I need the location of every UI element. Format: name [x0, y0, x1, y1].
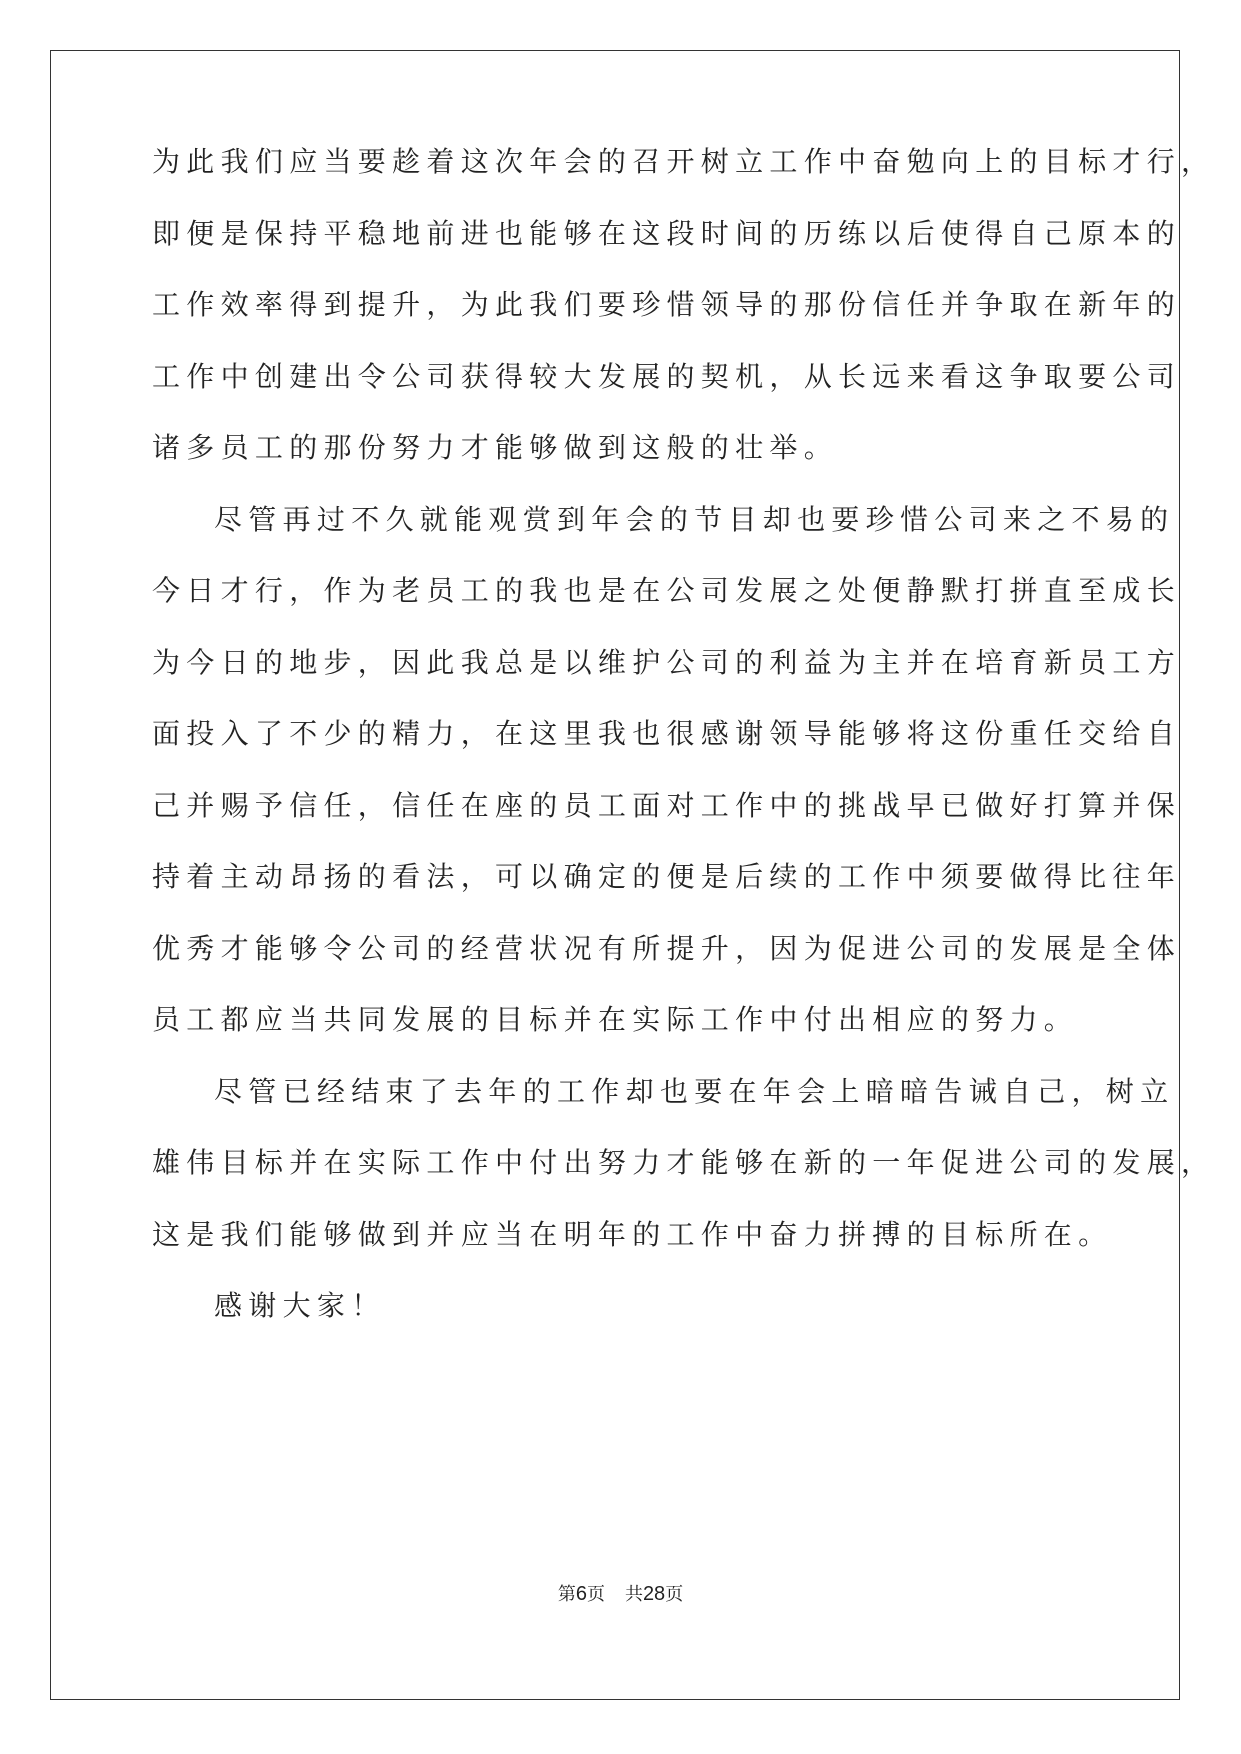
paragraph-line: 尽管再过不久就能观赏到年会的节目却也要珍惜公司来之不易的 [214, 502, 1175, 536]
document-body [152, 145, 1216, 1376]
paragraph-line: 雄伟目标并在实际工作中付出努力才能够在新的一年促进公司的发展， [152, 1146, 1216, 1179]
paragraph-line: 持着主动昂扬的看法，可以确定的便是后续的工作中须要做得比往年 [152, 860, 1182, 893]
page-footer [0, 1580, 1241, 1606]
paragraph-line: 为此我们应当要趁着这次年会的召开树立工作中奋勉向上的目标才行， [152, 145, 1216, 178]
paragraph-line: 为今日的地步，因此我总是以维护公司的利益为主并在培育新员工方 [152, 645, 1182, 679]
paragraph-line: 这是我们能够做到并应当在明年的工作中奋力拼搏的目标所在。 [152, 1217, 1113, 1251]
paragraph-line: 员工都应当共同发展的目标并在实际工作中付出相应的努力。 [152, 1003, 1079, 1036]
paragraph-line: 工作中创建出令公司获得较大发展的契机，从长远来看这争取要公司 [152, 359, 1182, 393]
page-suffix: 页 [586, 1584, 605, 1605]
paragraph-line: 面投入了不少的精力，在这里我也很感谢领导能够将这份重任交给自 [152, 717, 1182, 750]
page-prefix: 第 [557, 1584, 576, 1605]
paragraph-line: 今日才行，作为老员工的我也是在公司发展之处便静默打拼直至成长 [152, 574, 1182, 607]
paragraph-line: 优秀才能够令公司的经营状况有所提升，因为促进公司的发展是全体 [152, 931, 1182, 965]
paragraph-line: 诸多员工的那份努力才能够做到这般的壮举。 [152, 431, 839, 464]
total-pages: 28 [642, 1583, 666, 1605]
paragraph-line: 尽管已经结束了去年的工作却也要在年会上暗暗告诫自己，树立 [214, 1074, 1175, 1108]
closing-line: 感谢大家！ [214, 1289, 386, 1322]
paragraph-line: 工作效率得到提升，为此我们要珍惜领导的那份信任并争取在新年的 [152, 288, 1182, 321]
paragraph-line: 己并赐予信任，信任在座的员工面对工作中的挑战早已做好打算并保 [152, 788, 1182, 822]
total-prefix: 共 [624, 1584, 643, 1605]
paragraph-line: 即便是保持平稳地前进也能够在这段时间的历练以后使得自己原本的 [152, 216, 1182, 250]
total-suffix: 页 [665, 1584, 684, 1605]
page-number: 6 [575, 1583, 587, 1605]
